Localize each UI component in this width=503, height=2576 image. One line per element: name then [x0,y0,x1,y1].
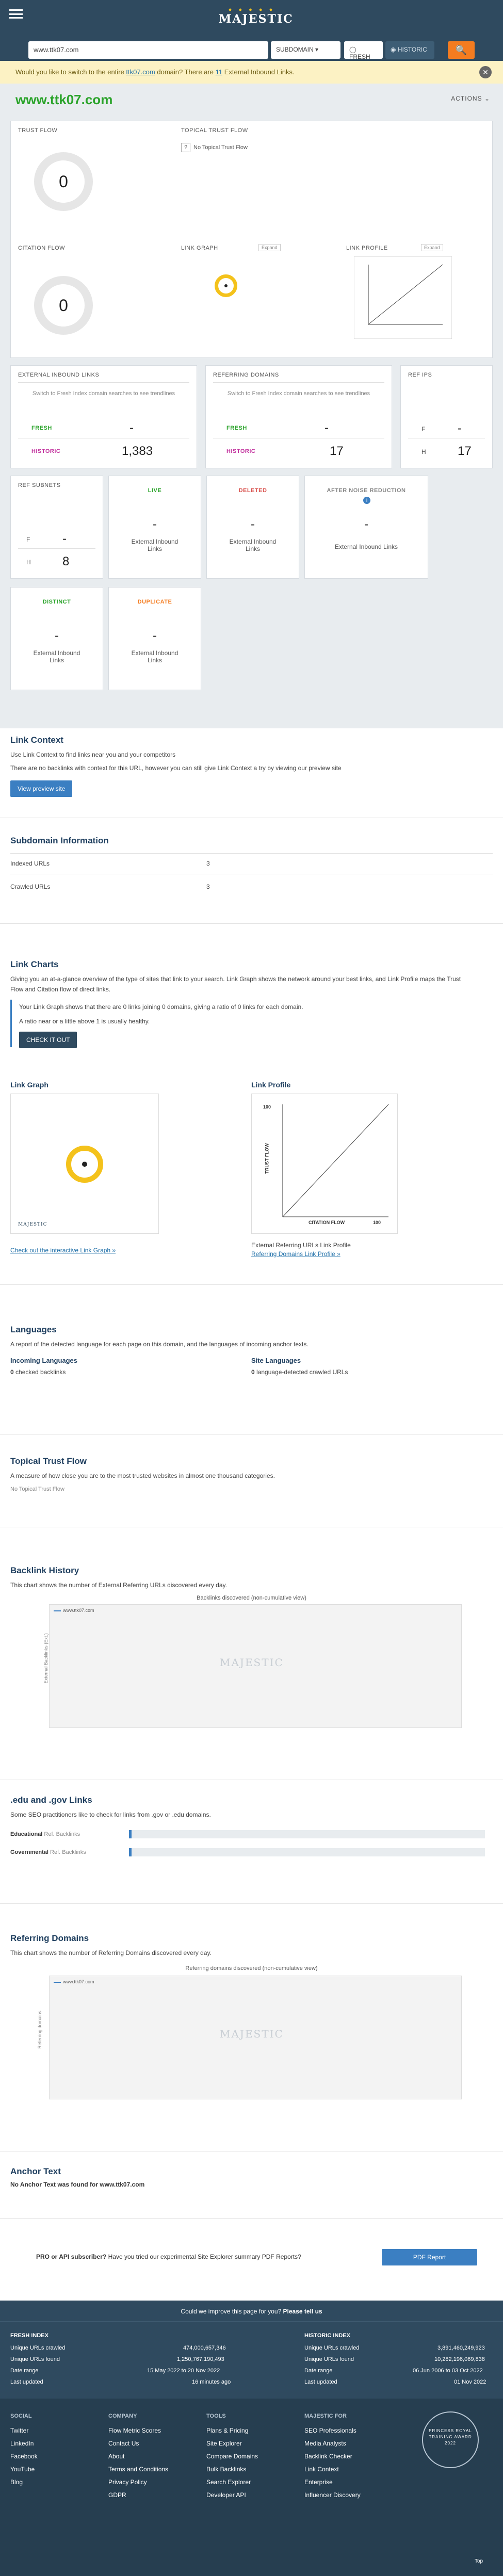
link-profile-chart [252,1094,398,1234]
scope-select[interactable]: SUBDOMAIN ▾ [271,41,340,59]
interactive-link-graph-link[interactable]: Check out the interactive Link Graph » [10,1247,116,1254]
footer-link-privacy[interactable]: Privacy Policy [108,2479,147,2486]
referring-domains-section: Referring Domains This chart shows the number of Referring Domains discovered every day. [10,1933,212,1957]
after-noise-reduction-card: AFTER NOISE REDUCTION i - External Inbound Links [304,476,428,579]
edu-row: Educational Ref. Backlinks [10,1831,80,1837]
backlink-history-section: Backlink History This chart shows the number of External Referring URLs discovered every day. [10,1566,227,1589]
footer-link-search-explorer[interactable]: Search Explorer [206,2479,251,2486]
referring-domains-chart[interactable]: www.ttk07.com MAJESTIC [49,1976,462,2099]
footer-link-linkedin[interactable]: LinkedIn [10,2440,34,2447]
check-it-out-button[interactable]: CHECK IT OUT [19,1032,77,1048]
link-graph-panel[interactable] [10,1094,159,1234]
top-navigation-bar [0,0,503,61]
footer-link-blog[interactable]: Blog [10,2479,23,2486]
link-graph-callout: Your Link Graph shows that there are 0 links joining 0 domains, giving a ratio of 0 links for each domain. A ratio near or a little above 1 is usually healthy. CHECK IT OUT [10,1000,493,1047]
live-links-card: LIVE - External Inbound Links [108,476,201,579]
footer-link-flow-metric-scores[interactable]: Flow Metric Scores [108,2427,161,2434]
topical-trust-flow-empty: No Topical Trust Flow [10,1486,64,1492]
ext-links-count-link[interactable]: 11 [215,68,223,76]
link-context-section: Link Context Use Link Context to find links near you and your competitors There are no backlinks with context for this URL, however you can still give Link Context a try by viewing our preview site View preview site [10,735,493,797]
historic-index-toggle[interactable]: ◉ HISTORIC [385,41,434,59]
footer-link-developer-api[interactable]: Developer API [206,2491,246,2499]
pdf-promo: PRO or API subscriber? Have you tried our experimental Site Explorer summary PDF Reports? [36,2253,301,2260]
external-inbound-links-card: EXTERNAL INBOUND LINKS Switch to Fresh Index domain searches to see trendlines FRESH - HISTORIC 1,383 [10,365,197,468]
footer-link-bulk-backlinks[interactable]: Bulk Backlinks [206,2466,247,2473]
search-bar [28,41,475,59]
backlink-history-chart[interactable]: www.ttk07.com MAJESTIC [49,1604,462,1728]
footer-link-plans-pricing[interactable]: Plans & Pricing [206,2427,249,2434]
edu-bar [129,1830,485,1838]
feedback-link[interactable]: Please tell us [283,2308,322,2315]
majestic-watermark: MAJESTIC [18,1222,47,1227]
referring-domains-card: REFERRING DOMAINS Switch to Fresh Index domain searches to see trendlines FRESH - HISTORIC 17 [205,365,392,468]
deleted-links-card: DELETED - External Inbound Links [206,476,299,579]
footer-link-backlink-checker[interactable]: Backlink Checker [304,2453,352,2460]
topical-trust-flow-section: Topical Trust Flow A measure of how close you are to the most trusted websites in almost one thousand categories. No Topical Trust Flow [10,1456,493,1492]
gov-row: Governmental Ref. Backlinks [10,1849,86,1855]
footer-link-enterprise[interactable]: Enterprise [304,2479,333,2486]
trust-flow-donut: 0 [34,152,93,211]
root-domain-link[interactable]: ttk07.com [126,68,155,76]
info-icon[interactable]: i [363,497,370,504]
actions-dropdown[interactable]: ACTIONS ⌄ [451,95,490,102]
citation-flow-donut: 0 [34,276,93,335]
legend-swatch [54,1610,61,1611]
edu-gov-links-section: .edu and .gov Links Some SEO practitioners like to check for links from .gov or .edu domains. [10,1795,211,1818]
topical-trust-flow-empty: ? No Topical Trust Flow [181,143,248,152]
footer-link-compare-domains[interactable]: Compare Domains [206,2453,258,2460]
historic-ext-links-value: 1,383 [122,444,153,458]
award-badge: PRINCESS ROYAL TRAINING AWARD 2022 [422,2411,479,2468]
historic-ref-domains-value: 17 [330,444,344,458]
footer-link-influencer-discovery[interactable]: Influencer Discovery [304,2491,361,2499]
footer-link-seo-professionals[interactable]: SEO Professionals [304,2427,356,2434]
majestic-logo[interactable]: ● ● ● ● ● MAJESTIC [219,7,294,26]
gov-bar [129,1848,485,1856]
footer-link-facebook[interactable]: Facebook [10,2453,38,2460]
ref-ips-card: REF IPS F - H 17 [400,365,493,468]
languages-section: Languages A report of the detected language for each page on this domain, and the languages of incoming anchor texts. [10,1325,309,1348]
flow-metrics-card: TRUST FLOW 0 TOPICAL TRUST FLOW ? No Topical Trust Flow CITATION FLOW 0 LINK GRAPH Expand LINK PROFILE Expand [10,121,493,358]
footer-link-gdpr[interactable]: GDPR [108,2491,126,2499]
summary-panel [0,115,503,728]
footer-link-terms[interactable]: Terms and Conditions [108,2466,169,2473]
link-graph-node[interactable] [215,274,237,297]
footer-link-link-context[interactable]: Link Context [304,2466,339,2473]
page-title: www.ttk07.com [15,92,113,107]
footer-link-twitter[interactable]: Twitter [10,2427,29,2434]
link-charts-section: Link Charts Giving you an at-a-glance overview of the type of sites that link to your search. Link Graph shows the network around your best links, and Link Profile maps the Trust Flow and Citation flow of direct links. Your Link Graph shows that there are 0 links joining 0 domains, giving a ratio of 0 links for each domain. A ratio near or a little above 1 is usually healthy. CHECK IT OUT [10,959,493,1047]
info-icon: ? [181,143,190,152]
ref-subnets-card: REF SUBNETS F - H 8 [10,476,103,579]
switch-domain-notice: Would you like to switch to the entire ttk07.com domain? There are 11 External Inbound Links. ✕ [0,61,503,84]
footer-link-youtube[interactable]: YouTube [10,2466,35,2473]
footer: Could we improve this page for you? Please tell us FRESH INDEX Unique URLs crawled 474,000,657,346 Unique URLs found 1,250,767,190,493 Date range 15 May 2022 to 20 Nov 2022 Last updated 16 minutes ago HISTORIC INDEX Unique URLs crawled 3,891,460,249,923 Unique URLs found 10,282,196,069,838 Date range 06 Jun 2006 to 03 Oct 2022 Last updated 01 Nov 2022 SOCIAL Twitter LinkedIn Facebook YouTube Blog COMPANY Flow Metric Scores Contact Us About Terms and Conditions Privacy Policy GDPR TOOLS Plans & Pricing Site Explorer Compare Domains Bulk Backlinks Search Explorer Developer API MAJESTIC FOR SEO Professionals Media Analysts Backlink Checker Link Context Enterprise Influencer Discovery PRINCESS ROYAL TRAINING AWARD 2022 Top [0,2301,503,2576]
anchor-text-section: Anchor Text No Anchor Text was found for www.ttk07.com [10,2166,145,2188]
majestic-watermark: MAJESTIC [220,1656,284,1669]
link-graph-node[interactable] [66,1146,103,1183]
footer-link-site-explorer[interactable]: Site Explorer [206,2440,242,2447]
legend-swatch [54,1982,61,1983]
feedback-prompt: Could we improve this page for you? Please tell us [181,2308,322,2315]
majestic-watermark: MAJESTIC [220,2028,284,2040]
page: ● ● ● ● ● MAJESTIC www.ttk07.com SUBDOMAIN ▾ ◯ FRESH ◉ HISTORIC 🔍 Would you like to switch to the entire ttk07.com domain? There are 11 External Inbound Links. ✕ www.ttk07.com ACTIONS ⌄ TRUST FLOW 0 TOPICAL TRUST FLOW ? No Topical Trust Flow CITATION FLOW 0 LINK GRAPH Expand LINK PROFILE Expand EXTERNAL INBOUND LINKS Switch to Fresh Index domain searches to see trendlines FRESH - HISTORIC 1,383 REFERRING DOMAINS Switch to Fresh Index domain searches to see trendlines FRESH - HISTORIC 17 REF IPS F - H 17 REF SUBNETS F - H 8 LIVE - External Inbound Links DELETED - External Inbound Links AFTER NOISE REDUCTION i - External Inbound Links DISTINCT - External Inbound Links DUPLICATE - External Inbound Links Link Context Use Link Context to find links near you and your competitors There are no backlinks with context for this URL, however you can still give Link Context a try by viewing our preview site View preview site Subdomain Information Indexed URLs 3 Crawled URLs 3 Link Charts Giving you an at-a-glance overview of the type of sites that link to your search. Link Graph shows the network around your best links, and Link Profile maps the Trust Flow and Citation flow of direct links. Your Link Graph shows that there are 0 links joining 0 domains, giving a ratio of 0 links for each domain. A ratio near or a little above 1 is usually healthy. CHECK IT OUT Link Graph MAJESTIC Check out the interactive Link Graph » Link Profile 100 TRUST FLOW CITATION FLOW 100 External Referring URLs Link Profile Referring Domains Link Profile » Languages A report of the detected language for each page on this domain, and the languages of incoming anchor texts. Incoming Languages 0 checked backlinks Site Languages 0 language-detected crawled URLs Topical Trust Flow A measure of how close you are to the most trusted websites in almost one thousand categories. No Topical Trust Flow Backlink History This chart shows the number of External Referring URLs discovered every day. Backlinks discovered (non-cumulative view) www.ttk07.com MAJESTIC External Backlinks (Ext.) .edu and .gov Links Some SEO practitioners like to check for links from .gov or .edu domains. Educational Ref. Backlinks Governmental Ref. Backlinks Referring Domains This chart shows the number of Referring Domains discovered every day. Referring domains discovered (non-cumulative view) www.ttk07.com MAJESTIC Referring domains Anchor Text No Anchor Text was found for www.ttk07.com PRO or API subscriber? Have you tried our experimental Site Explorer summary PDF Reports? PDF Report Could we improve this page for you? Please tell us FRESH INDEX Unique URLs crawled 474,000,657,346 Unique URLs found 1,250,767,190,493 Date range 15 May 2022 to 20 Nov 2022 Last updated 16 minutes ago HISTORIC INDEX Unique URLs crawled 3,891,460,249,923 Unique URLs found 10,282,196,069,838 Date range 06 Jun 2006 to 03 Oct 2022 Last updated 01 Nov 2022 SOCIAL Twitter LinkedIn Facebook YouTube Blog COMPANY Flow Metric Scores Contact Us About Terms and Conditions Privacy Policy GDPR TOOLS Plans & Pricing Site Explorer Compare Domains Bulk Backlinks Search Explorer Developer API MAJESTIC FOR SEO Professionals Media Analysts Backlink Checker Link Context Enterprise Influencer Discovery PRINCESS ROYAL TRAINING AWARD 2022 Top [0,0,503,2576]
menu-icon[interactable] [9,9,23,19]
duplicate-links-card: DUPLICATE - External Inbound Links [108,587,201,690]
back-to-top-button[interactable]: Top [475,2558,483,2564]
distinct-links-card: DISTINCT - External Inbound Links [10,587,103,690]
close-icon[interactable]: ✕ [479,66,492,78]
view-preview-site-button[interactable]: View preview site [10,780,72,797]
expand-link-graph-button[interactable]: Expand [258,244,281,251]
footer-link-about[interactable]: About [108,2453,125,2460]
search-input[interactable]: www.ttk07.com [28,41,268,59]
footer-link-contact-us[interactable]: Contact Us [108,2440,139,2447]
link-profile-panel[interactable]: 100 TRUST FLOW CITATION FLOW 100 [251,1094,398,1234]
results-header [0,84,503,115]
link-profile-mini-chart [354,256,452,339]
subdomain-information-section: Subdomain Information Indexed URLs 3 Crawled URLs 3 [10,836,493,901]
footer-link-media-analysts[interactable]: Media Analysts [304,2440,346,2447]
pdf-report-button[interactable]: PDF Report [382,2249,477,2265]
referring-domains-link-profile-link[interactable]: Referring Domains Link Profile » [251,1250,340,1258]
search-button[interactable]: 🔍 [448,41,475,59]
expand-link-profile-button[interactable]: Expand [421,244,443,251]
fresh-index-toggle[interactable]: ◯ FRESH [344,41,383,59]
